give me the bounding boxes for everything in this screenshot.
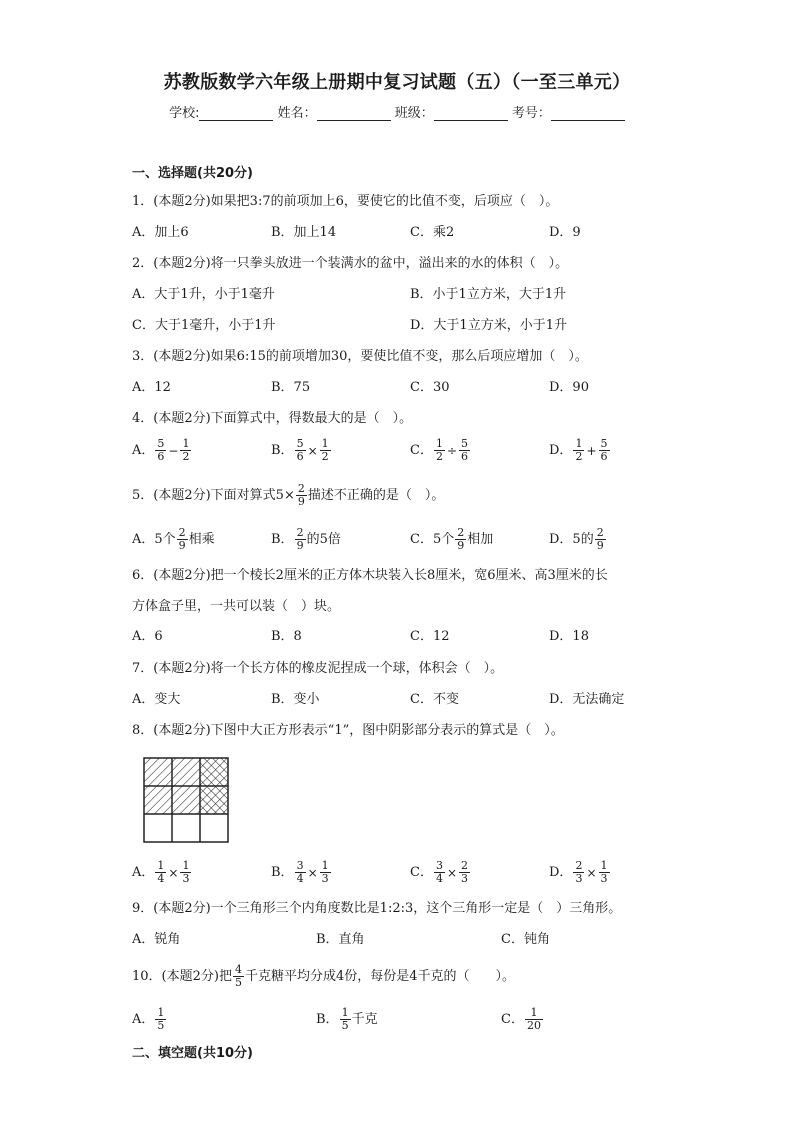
unit-text: 千克 bbox=[351, 1012, 378, 1027]
hatched-cell bbox=[172, 758, 200, 786]
fraction bbox=[340, 1007, 351, 1032]
numerator: 3 bbox=[296, 859, 304, 872]
option-label: A． bbox=[132, 443, 155, 458]
q5-option-a[interactable] bbox=[132, 527, 215, 552]
denominator: 6 bbox=[600, 450, 608, 463]
name-label: 姓名： bbox=[277, 106, 317, 121]
denominator: 2 bbox=[321, 450, 329, 463]
option-label: B． bbox=[316, 1012, 339, 1027]
fraction bbox=[180, 860, 191, 885]
option-label: A． bbox=[132, 1012, 155, 1027]
numerator: 1 bbox=[182, 859, 190, 872]
numerator: 2 bbox=[575, 859, 583, 872]
q1-option-d[interactable]: D．9 bbox=[549, 225, 581, 240]
q7-option-c[interactable]: C．不变 bbox=[410, 692, 459, 707]
q8-option-b[interactable] bbox=[271, 860, 332, 885]
numerator: 2 bbox=[457, 526, 465, 539]
cross-hatched-cell-overlay bbox=[200, 758, 228, 786]
page-title: 苏教版数学六年级上册期中复习试题（五）（一至三单元） bbox=[163, 72, 631, 93]
option-label: B． bbox=[271, 865, 294, 880]
operator: × bbox=[586, 865, 597, 880]
hatched-cell bbox=[144, 786, 172, 814]
denominator: 4 bbox=[435, 872, 443, 885]
option-text: C．5个 bbox=[410, 532, 455, 547]
class-blank[interactable] bbox=[434, 107, 508, 121]
q3-option-a[interactable]: A．12 bbox=[132, 380, 171, 395]
q10-stem bbox=[132, 964, 515, 989]
q8-option-a[interactable] bbox=[132, 860, 192, 885]
numerator: 5 bbox=[461, 437, 469, 450]
numerator: 5 bbox=[296, 437, 304, 450]
q6-option-d[interactable]: D．18 bbox=[549, 629, 589, 644]
numerator: 1 bbox=[525, 1007, 543, 1020]
numerator: 1 bbox=[600, 859, 608, 872]
q4-option-a[interactable] bbox=[132, 438, 192, 463]
denominator: 6 bbox=[461, 450, 469, 463]
numerator: 1 bbox=[321, 859, 329, 872]
stem-text: 10．(本题2分)把 bbox=[132, 969, 232, 984]
fraction bbox=[455, 527, 466, 552]
option-label: C． bbox=[410, 865, 433, 880]
fraction bbox=[573, 438, 584, 463]
exam-no-blank[interactable] bbox=[551, 107, 625, 121]
fraction bbox=[573, 860, 584, 885]
operator: × bbox=[446, 865, 458, 880]
q7-option-a[interactable]: A．变大 bbox=[132, 692, 181, 707]
denominator: 9 bbox=[297, 495, 305, 508]
numerator: 1 bbox=[182, 437, 190, 450]
q2-option-a[interactable]: A．大于1升，小于1毫升 bbox=[132, 287, 275, 302]
q4-option-b[interactable] bbox=[271, 438, 332, 463]
option-text: 的5倍 bbox=[306, 532, 341, 547]
school-blank[interactable] bbox=[199, 107, 273, 121]
numerator: 1 bbox=[157, 1006, 165, 1019]
q9-stem: 9．(本题2分)一个三角形三个内角度数比是1:2:3，这个三角形一定是（ ）三角形。 bbox=[132, 901, 622, 916]
fraction bbox=[155, 438, 166, 463]
denominator: 4 bbox=[296, 872, 304, 885]
student-info-line bbox=[0, 102, 794, 121]
numerator: 3 bbox=[435, 859, 443, 872]
exam-no-label: 考号： bbox=[511, 106, 551, 121]
q5-stem bbox=[132, 483, 444, 508]
numerator: 4 bbox=[234, 963, 242, 976]
numerator: 2 bbox=[178, 526, 186, 539]
q6-option-a[interactable]: A．6 bbox=[132, 629, 163, 644]
denominator: 9 bbox=[296, 539, 304, 552]
numerator: 2 bbox=[297, 482, 305, 495]
fraction bbox=[295, 438, 306, 463]
denominator: 6 bbox=[157, 450, 165, 463]
stem-text: 5．(本题2分)下面对算式5× bbox=[132, 488, 295, 503]
numerator: 5 bbox=[600, 437, 608, 450]
q1-option-b[interactable]: B．加上14 bbox=[271, 225, 337, 240]
fraction bbox=[296, 483, 307, 508]
q7-option-b[interactable]: B．变小 bbox=[271, 692, 320, 707]
stem-text: 描述不正确的是（ ）。 bbox=[307, 488, 445, 503]
option-label: B． bbox=[271, 443, 294, 458]
fraction bbox=[595, 527, 606, 552]
numerator: 1 bbox=[157, 859, 165, 872]
denominator: 3 bbox=[461, 872, 469, 885]
q10-option-a[interactable] bbox=[132, 1007, 167, 1032]
fraction bbox=[177, 527, 188, 552]
option-label: A． bbox=[132, 865, 155, 880]
numerator: 1 bbox=[575, 437, 583, 450]
numerator: 2 bbox=[461, 859, 469, 872]
denominator: 3 bbox=[600, 872, 608, 885]
option-text: D．5的 bbox=[549, 532, 594, 547]
q4-stem: 4．(本题2分)下面算式中，得数最大的是（ ）。 bbox=[132, 411, 413, 426]
q3-option-b[interactable]: B．75 bbox=[271, 380, 311, 395]
operator: ÷ bbox=[446, 443, 458, 458]
numerator: 2 bbox=[596, 526, 604, 539]
q2-option-c[interactable]: C．大于1毫升，小于1升 bbox=[132, 318, 276, 333]
fraction bbox=[295, 527, 306, 552]
numerator: 1 bbox=[435, 437, 443, 450]
option-text: B． bbox=[271, 532, 294, 547]
numerator: 5 bbox=[157, 437, 165, 450]
hatched-cell bbox=[144, 758, 172, 786]
q2-option-d[interactable]: D．大于1立方米，小于1升 bbox=[410, 318, 567, 333]
q6-stem-line2: 方体盒子里，一共可以装（ ）块。 bbox=[132, 599, 341, 614]
fraction bbox=[459, 438, 470, 463]
q5-option-b[interactable] bbox=[271, 527, 341, 552]
section1-heading: 一、选择题(共20分) bbox=[132, 166, 253, 181]
fraction bbox=[295, 860, 306, 885]
q5-option-c[interactable] bbox=[410, 527, 493, 552]
numerator: 1 bbox=[321, 437, 329, 450]
operator: × bbox=[307, 443, 318, 458]
q1-option-a[interactable]: A．加上6 bbox=[132, 225, 189, 240]
fraction bbox=[459, 860, 470, 885]
q8-option-d[interactable] bbox=[549, 860, 611, 885]
denominator: 9 bbox=[596, 539, 604, 552]
q10-option-b[interactable] bbox=[316, 1007, 378, 1032]
fraction bbox=[320, 438, 331, 463]
q3-option-c[interactable]: C．30 bbox=[410, 380, 450, 395]
denominator: 3 bbox=[182, 872, 190, 885]
q4-option-d[interactable] bbox=[549, 438, 611, 463]
q7-stem: 7．(本题2分)将一个长方体的橡皮泥捏成一个球，体积会（ ）。 bbox=[132, 661, 504, 676]
q5-option-d[interactable] bbox=[549, 527, 607, 552]
class-label: 班级： bbox=[394, 106, 434, 121]
denominator: 9 bbox=[178, 539, 186, 552]
denominator: 2 bbox=[575, 450, 583, 463]
denominator: 3 bbox=[321, 872, 329, 885]
denominator: 2 bbox=[435, 450, 443, 463]
q1-option-c[interactable]: C．乘2 bbox=[410, 225, 455, 240]
q2-stem: 2．(本题2分)将一只拳头放进一个装满水的盆中，溢出来的水的体积（ ）。 bbox=[132, 256, 569, 271]
fraction bbox=[434, 860, 445, 885]
q6-option-b[interactable]: B．8 bbox=[271, 629, 302, 644]
q6-option-c[interactable]: C．12 bbox=[410, 629, 450, 644]
operator: + bbox=[586, 443, 597, 458]
q8-stem: 8．(本题2分)下图中大正方形表示“1”，图中阴影部分表示的算式是（ ）。 bbox=[132, 723, 564, 738]
fraction bbox=[155, 860, 166, 885]
q3-stem: 3．(本题2分)如果6:15的前项增加30，要使比值不变，那么后项应增加（ ）。 bbox=[132, 349, 588, 364]
operator: × bbox=[168, 865, 179, 880]
option-label: D． bbox=[549, 865, 573, 880]
denominator: 3 bbox=[575, 872, 583, 885]
option-text: A．5个 bbox=[132, 532, 176, 547]
option-text: 相加 bbox=[467, 532, 494, 547]
q1-stem: 1．(本题2分)如果把3:7的前项加上6，要使它的比值不变，后项应（ ）。 bbox=[132, 194, 559, 209]
name-blank[interactable] bbox=[317, 107, 391, 121]
fraction bbox=[599, 438, 610, 463]
denominator: 5 bbox=[341, 1019, 349, 1032]
denominator: 5 bbox=[157, 1019, 165, 1032]
fraction bbox=[233, 964, 244, 989]
q8-option-c[interactable] bbox=[410, 860, 471, 885]
denominator: 6 bbox=[296, 450, 304, 463]
denominator: 4 bbox=[157, 872, 165, 885]
option-text: 相乘 bbox=[188, 532, 215, 547]
stem-text: 千克糖平均分成4份，每份是4千克的（ ）。 bbox=[244, 969, 516, 984]
cross-hatched-cell-overlay bbox=[200, 786, 228, 814]
q4-option-c[interactable] bbox=[410, 438, 471, 463]
denominator: 2 bbox=[182, 450, 190, 463]
denominator: 5 bbox=[234, 976, 242, 989]
fraction bbox=[525, 1007, 543, 1032]
operator: − bbox=[168, 443, 179, 458]
q9-option-a[interactable]: A．锐角 bbox=[132, 932, 181, 947]
option-label: C． bbox=[410, 443, 433, 458]
q3-option-d[interactable]: D．90 bbox=[549, 380, 589, 395]
denominator: 9 bbox=[457, 539, 465, 552]
fraction bbox=[155, 1007, 166, 1032]
fraction bbox=[180, 438, 191, 463]
q2-option-b[interactable]: B．小于1立方米，大于1升 bbox=[410, 287, 567, 302]
operator: × bbox=[307, 865, 318, 880]
numerator: 2 bbox=[296, 526, 304, 539]
q10-option-c[interactable] bbox=[501, 1007, 544, 1032]
hatched-square-figure bbox=[143, 757, 229, 843]
option-label: C． bbox=[501, 1012, 524, 1027]
fraction bbox=[320, 860, 331, 885]
numerator: 1 bbox=[341, 1006, 349, 1019]
q9-option-c[interactable]: C．钝角 bbox=[501, 932, 550, 947]
q9-option-b[interactable]: B．直角 bbox=[316, 932, 365, 947]
hatched-cell bbox=[172, 786, 200, 814]
section2-heading: 二、填空题(共10分) bbox=[132, 1046, 253, 1061]
denominator: 20 bbox=[526, 1019, 541, 1032]
q6-stem-line1: 6．(本题2分)把一个棱长2厘米的正方体木块装入长8厘米，宽6厘米、高3厘米的长 bbox=[132, 568, 608, 583]
q7-option-d[interactable]: D．无法确定 bbox=[549, 692, 625, 707]
fraction bbox=[434, 438, 445, 463]
option-label: D． bbox=[549, 443, 573, 458]
school-label: 学校: bbox=[169, 106, 200, 121]
fraction bbox=[599, 860, 610, 885]
